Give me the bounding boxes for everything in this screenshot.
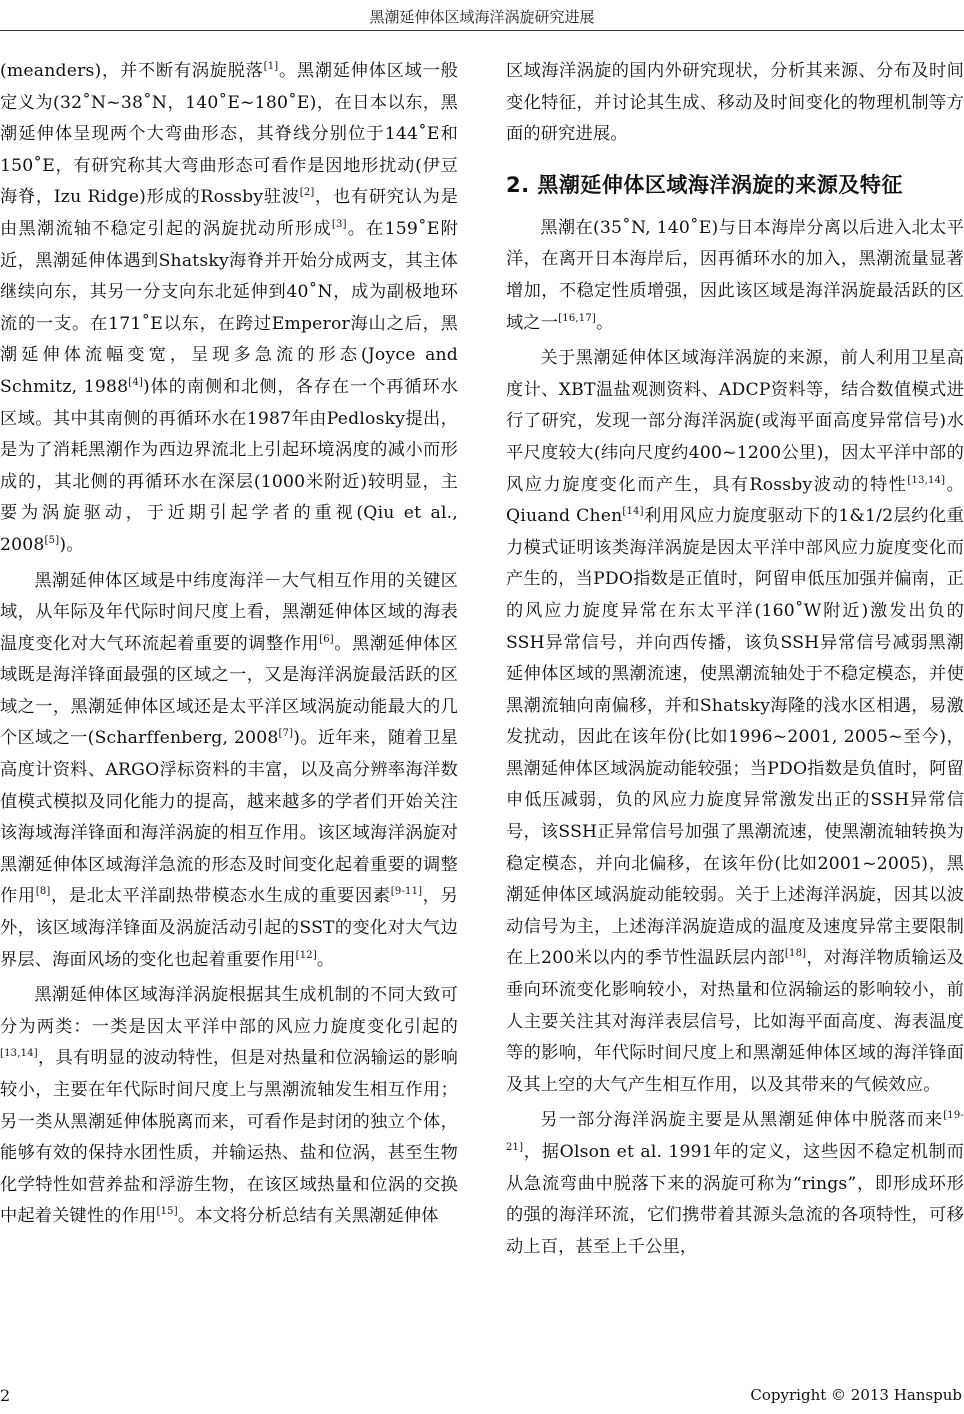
paragraph-text: 。Qiuand Chen xyxy=(506,474,964,527)
paragraph-text: 。 xyxy=(596,312,614,333)
paragraph-text: )。近年来，随着卫星高度计资料、ARGO浮标资料的丰富，以及高分辨率海洋数值模式模拟及同化能力的提高，越来越多的学者们开始关注该海域海洋锋面和海洋涡旋的相互作用。该区域海洋涡旋对黑潮延伸体区域海洋急流的形态及时间变化起着重要的调整作用 xyxy=(0,728,458,907)
right-column-paragraph xyxy=(506,1105,964,1263)
right-column-paragraph xyxy=(506,343,964,1101)
citation-ref: [12] xyxy=(295,949,317,961)
citation-ref: [18] xyxy=(784,948,807,960)
left-column xyxy=(0,56,458,1233)
running-header: 黑潮延伸体区域海洋涡旋研究进展 xyxy=(369,8,595,26)
citation-ref: [6] xyxy=(319,633,334,645)
copyright-notice: Copyright © 2013 Hanspub xyxy=(750,1386,962,1404)
citation-ref: [15] xyxy=(156,1206,178,1218)
paragraph-text: 关于黑潮延伸体区域海洋涡旋的来源，前人利用卫星高度计、XBT温盐观测资料、ADCP资料等，结合数值模式进行了研究，发现一部分海洋涡旋(或海平面高度异常信号)水平尺度较大(纬向尺度约400~1200公里)，因太平洋中部的风应力旋度变化而产生，具有Rossby波动的特性 xyxy=(506,348,964,495)
paragraph-text: 另一部分海洋涡旋主要是从黑潮延伸体中脱落而来 xyxy=(540,1110,944,1131)
paragraph-text: ，另外，该区域海洋锋面及涡旋活动引起的SST的变化对大气边界层、海面风场的变化也起着重要作用 xyxy=(0,886,458,970)
paragraph-text: )体的南侧和北侧，各存在一个再循环水区域。其中其南侧的再循环水在1987年由Pedlosky提出，是为了消耗黑潮作为西边界流北上引起环境涡度的减小而形成的，其北侧的再循环水在深层(1000米附近)较明显，主要为涡旋驱动，于近期引起学者的重视(Qiu et al., 2008 xyxy=(0,376,458,555)
paragraph-text: 。本文将分析总结有关黑潮延伸体 xyxy=(177,1206,439,1227)
paragraph-text: 黑潮在(35˚N, 140˚E)与日本海岸分离以后进入北太平洋，在离开日本海岸后，因再循环水的加入，黑潮流量显著增加，不稳定性质增强，因此该区域是海洋涡旋最活跃的区域之一 xyxy=(506,217,964,333)
paragraph-text: 黑潮延伸体区域是中纬度海洋－大气相互作用的关键区域，从年际及年代际时间尺度上看，黑潮延伸体区域的海表温度变化对大气环流起着重要的调整作用 xyxy=(0,570,458,654)
right-intro-paragraph: 区域海洋涡旋的国内外研究现状，分析其来源、分布及时间变化特征，并讨论其生成、移动及时间变化的物理机制等方面的研究进展。 xyxy=(506,61,964,145)
citation-ref: [1] xyxy=(263,61,279,72)
paragraph-text: )。 xyxy=(59,534,84,555)
paragraph-text: 。 xyxy=(316,949,335,970)
paragraph-text: ，也有研究认为是由黑潮流轴不稳定引起的涡旋扰动所形成 xyxy=(0,187,458,239)
paragraph-text: (meanders)，并不断有涡旋脱落 xyxy=(0,61,264,81)
right-column xyxy=(506,56,964,1263)
citation-ref: [7] xyxy=(278,728,294,740)
header-rule xyxy=(0,30,964,31)
left-column-paragraph xyxy=(0,980,458,1233)
citation-ref: [3] xyxy=(331,218,347,230)
citation-ref: [5] xyxy=(44,534,60,546)
paragraph-text: ，具有明显的波动特性，但是对热量和位涡输运的影响较小，主要在年代际时间尺度上与黑潮流轴发生相互作用；另一类从黑潮延伸体脱离而来，可看作是封闭的独立个体，能够有效的保持水团性质，并输运热、盐和位涡，甚至生物化学特性如营养盐和浮游生物，在该区域热量和位涡的交换中起着关键性的作用 xyxy=(0,1048,458,1227)
paragraph-text: 。黑潮延伸体区域一般定义为(32˚N~38˚N，140˚E~180˚E)，在日本以东，黑潮延伸体呈现两个大弯曲形态，其脊线分别位于144˚E和150˚E，有研究称其大弯曲形态可看作是因地形扰动(伊豆海脊，Izu Ridge)形成的Rossby驻波 xyxy=(0,61,458,208)
right-column-body xyxy=(506,213,964,1264)
right-column-paragraph xyxy=(506,213,964,339)
left-column-paragraph xyxy=(0,56,458,562)
section-heading: 2. 黑潮延伸体区域海洋涡旋的来源及特征 xyxy=(506,172,903,197)
citation-ref: [13,14] xyxy=(907,474,946,486)
left-column-paragraph xyxy=(0,566,458,977)
paragraph-text: ，据Olson et al. 1991年的定义，这些因不稳定机制而从急流弯曲中脱落下来的涡旋可称为“rings”，即形成环形的强的海洋环流，它们携带着其源头急流的各项特性，可移动上百，甚至上千公里， xyxy=(506,1142,964,1257)
paragraph-text: ，是北太平洋副热带模态水生成的重要因素 xyxy=(50,886,391,907)
citation-ref: [8] xyxy=(35,886,51,898)
paragraph-text: ，对海洋物质输运及垂向环流变化影响较小，对热量和位涡输运的影响较小，前人主要关注其对海洋表层信号，比如海平面高度、海表温度等的影响，年代际时间尺度上和黑潮延伸体区域的海洋锋面及其上空的大气产生相互作用，以及其带来的气候效应。 xyxy=(506,948,964,1095)
citation-ref: [14] xyxy=(622,506,644,518)
citation-ref: [4] xyxy=(128,376,143,388)
paragraph-text: 。黑潮延伸体区域既是海洋锋面最强的区域之一，又是海洋涡旋最活跃的区域之一，黑潮延伸体区域还是太平洋区域涡旋动能最大的几个区域之一(Scharffenberg, 2008 xyxy=(0,633,458,749)
page-number: 2 xyxy=(0,1386,11,1405)
citation-ref: [2] xyxy=(299,187,315,199)
citation-ref: [13,14] xyxy=(0,1048,38,1060)
citation-ref: [9-11] xyxy=(390,886,423,898)
paragraph-text: 黑潮延伸体区域海洋涡旋根据其生成机制的不同大致可分为两类：一类是因太平洋中部的风应力旋度变化引起的 xyxy=(0,985,458,1037)
citation-ref: [16,17] xyxy=(558,312,597,324)
paragraph-text: 。在159˚E附近，黑潮延伸体遇到Shatsky海脊并开始分成两支，其主体继续向东，其另一分支向东北延伸到40˚N，成为副极地环流的一支。在171˚E以东，在跨过Emperor海山之后，黑潮延伸体流幅变宽，呈现多急流的形态(Joyce and Schmitz, 1988 xyxy=(0,218,459,397)
citation-ref: [19-21] xyxy=(506,1110,964,1153)
paragraph-text: 利用风应力旋度驱动下的1&1/2层约化重力模式证明该类海洋涡旋是因太平洋中部风应力旋度变化而产生的，当PDO指数是正值时，阿留申低压加强并偏南，正的风应力旋度异常在东太平洋(160˚W附近)激发出负的SSH异常信号，并向西传播，该负SSH异常信号减弱黑潮延伸体区域的黑潮流速，使黑潮流轴处于不稳定模态，并使黑潮流轴向南偏移，并和Shatsky海隆的浅水区相遇，易激发扰动，因此在该年份(比如1996~2001, 2005~至今)，黑潮延伸体区域涡旋动能较强；当PDO指数是负值时，阿留申低压减弱，负的风应力旋度异常激发出正的SSH异常信号，该SSH正异常信号加强了黑潮流速，使黑潮流轴转换为稳定模态，并向北偏移，在该年份(比如2001~2005)，黑潮延伸体区域涡旋动能较弱。关于上述海洋涡旋，因其以波动信号为主，上述海洋涡旋造成的温度及速度异常主要限制在上200米以内的季节性温跃层内部 xyxy=(506,506,964,969)
